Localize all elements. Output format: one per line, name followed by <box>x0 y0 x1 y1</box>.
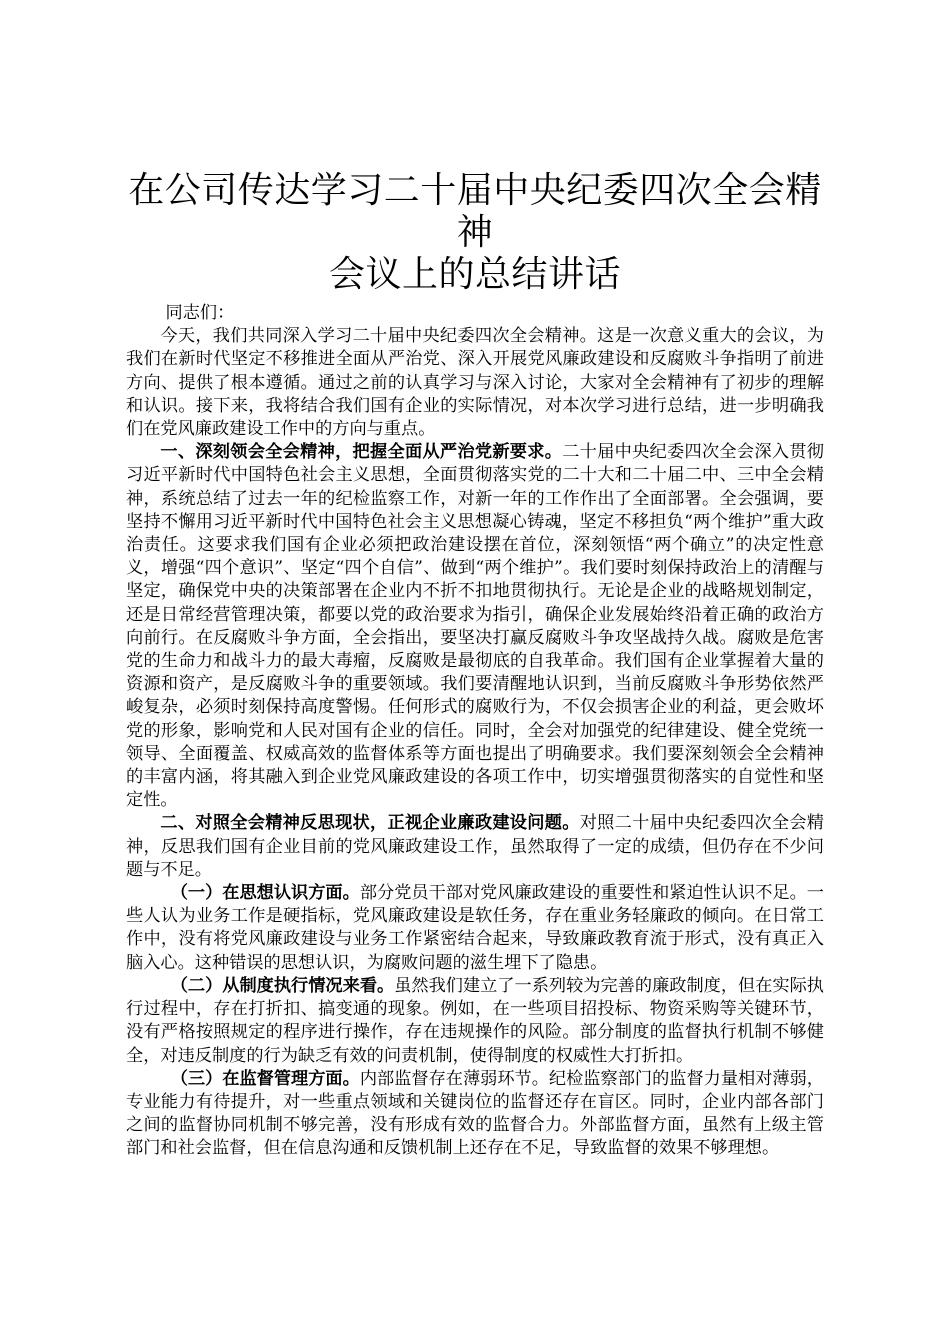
title-line-1: 在公司传达学习二十届中央纪委四次全会精神 <box>128 170 822 253</box>
subsection-1-body: 部分党员干部对党风廉政建设的重要性和紧迫性认识不足。一些人认为业务工作是硬指标，党风廉政建设是软任务，存在重业务轻廉政的倾向。在日常工作中，没有将党风廉政建设与业务工作紧密结合起来，导致廉政教育流于形式，没有真正入脑入心。这种错误的思想认识，为腐败问题的滋生埋下了隐患。 <box>126 883 824 973</box>
title-line-2: 会议上的总结讲话 <box>328 254 621 295</box>
section-1-paragraph <box>126 441 824 812</box>
subsection-2-heading: （二）从制度执行情况来看。 <box>170 975 395 996</box>
section-2-heading: 二、对照全会精神反思现状，正视企业廉政建设问题。 <box>160 813 580 834</box>
subsection-3-paragraph <box>126 1068 824 1161</box>
document-page <box>126 170 824 1161</box>
subsection-2-paragraph <box>126 975 824 1068</box>
salutation: 同志们： <box>165 303 235 323</box>
subsection-3-heading: （三）在监督管理方面。 <box>170 1068 360 1089</box>
section-1-heading: 一、深刻领会全会精神，把握全面从严治党新要求。 <box>160 442 563 463</box>
section-2-body: 对照二十届中央纪委四次全会精神，反思我们国有企业目前的党风廉政建设工作，虽然取得了一定的成绩，但仍存在不少问题与不足。 <box>126 813 824 880</box>
section-2-paragraph <box>126 812 824 882</box>
intro-paragraph: 今天，我们共同深入学习二十届中央纪委四次全会精神。这是一次意义重大的会议，为我们在新时代坚定不移推进全面从严治党、深入开展党风廉政建设和反腐败斗争指明了前进方向、提供了根本遵循。通过之前的认真学习与深入讨论，大家对全会精神有了初步的理解和认识。接下来，我将结合我们国有企业的实际情况，对本次学习进行总结，进一步明确我们在党风廉政建设工作中的方向与重点。 <box>126 326 824 440</box>
subsection-1-paragraph <box>126 882 824 975</box>
document-title <box>126 170 824 296</box>
document-body <box>126 302 824 1161</box>
section-1-body: 二十届中央纪委四次全会深入贯彻习近平新时代中国特色社会主义思想，全面贯彻落实党的二十大和二十届二中、三中全会精神，系统总结了过去一年的纪检监察工作，对新一年的工作作出了全面部署。全会强调，要坚持不懈用习近平新时代中国特色社会主义思想凝心铸魂，坚定不移担负“两个维护”重大政治责任。这要求我们国有企业必须把政治建设摆在首位，深刻领悟“两个确立”的决定性意义，增强“四个意识”、坚定“四个自信”、做到“两个维护”。我们要时刻保持政治上的清醒与坚定，确保党中央的决策部署在企业内不折不扣地贯彻执行。无论是企业的战略规划制定，还是日常经营管理决策，都要以党的政治要求为指引，确保企业发展始终沿着正确的政治方向前行。在反腐败斗争方面，全会指出，要坚决打赢反腐败斗争攻坚战持久战。腐败是危害党的生命力和战斗力的最大毒瘤，反腐败是最彻底的自我革命。我们国有企业掌握着大量的资源和资产，是反腐败斗争的重要领域。我们要清醒地认识到，当前反腐败斗争形势依然严峻复杂，必须时刻保持高度警惕。任何形式的腐败行为，不仅会损害企业的利益，更会败坏党的形象，影响党和人民对国有企业的信任。同时，全会对加强党的纪律建设、健全党统一领导、全面覆盖、权威高效的监督体系等方面也提出了明确要求。我们要深刻领会全会精神的丰富内涵，将其融入到企业党风廉政建设的各项工作中，切实增强贯彻落实的自觉性和坚定性。 <box>126 442 824 811</box>
subsection-2-body: 虽然我们建立了一系列较为完善的廉政制度，但在实际执行过程中，存在打折扣、搞变通的现象。例如，在一些项目招投标、物资采购等关键环节，没有严格按照规定的程序进行操作，存在违规操作的风险。部分制度的监督执行机制不够健全，对违反制度的行为缺乏有效的问责机制，使得制度的权威性大打折扣。 <box>126 975 824 1066</box>
subsection-3-body: 内部监督存在薄弱环节。纪检监察部门的监督力量相对薄弱，专业能力有待提升，对一些重点领域和关键岗位的监督还存在盲区。同时，企业内部各部门之间的监督协同机制不够完善，没有形成有效的监督合力。外部监督方面，虽然有上级主管部门和社会监督，但在信息沟通和反馈机制上还存在不足，导致监督的效果不够理想。 <box>126 1068 824 1159</box>
subsection-1-heading: （一）在思想认识方面。 <box>170 883 360 904</box>
